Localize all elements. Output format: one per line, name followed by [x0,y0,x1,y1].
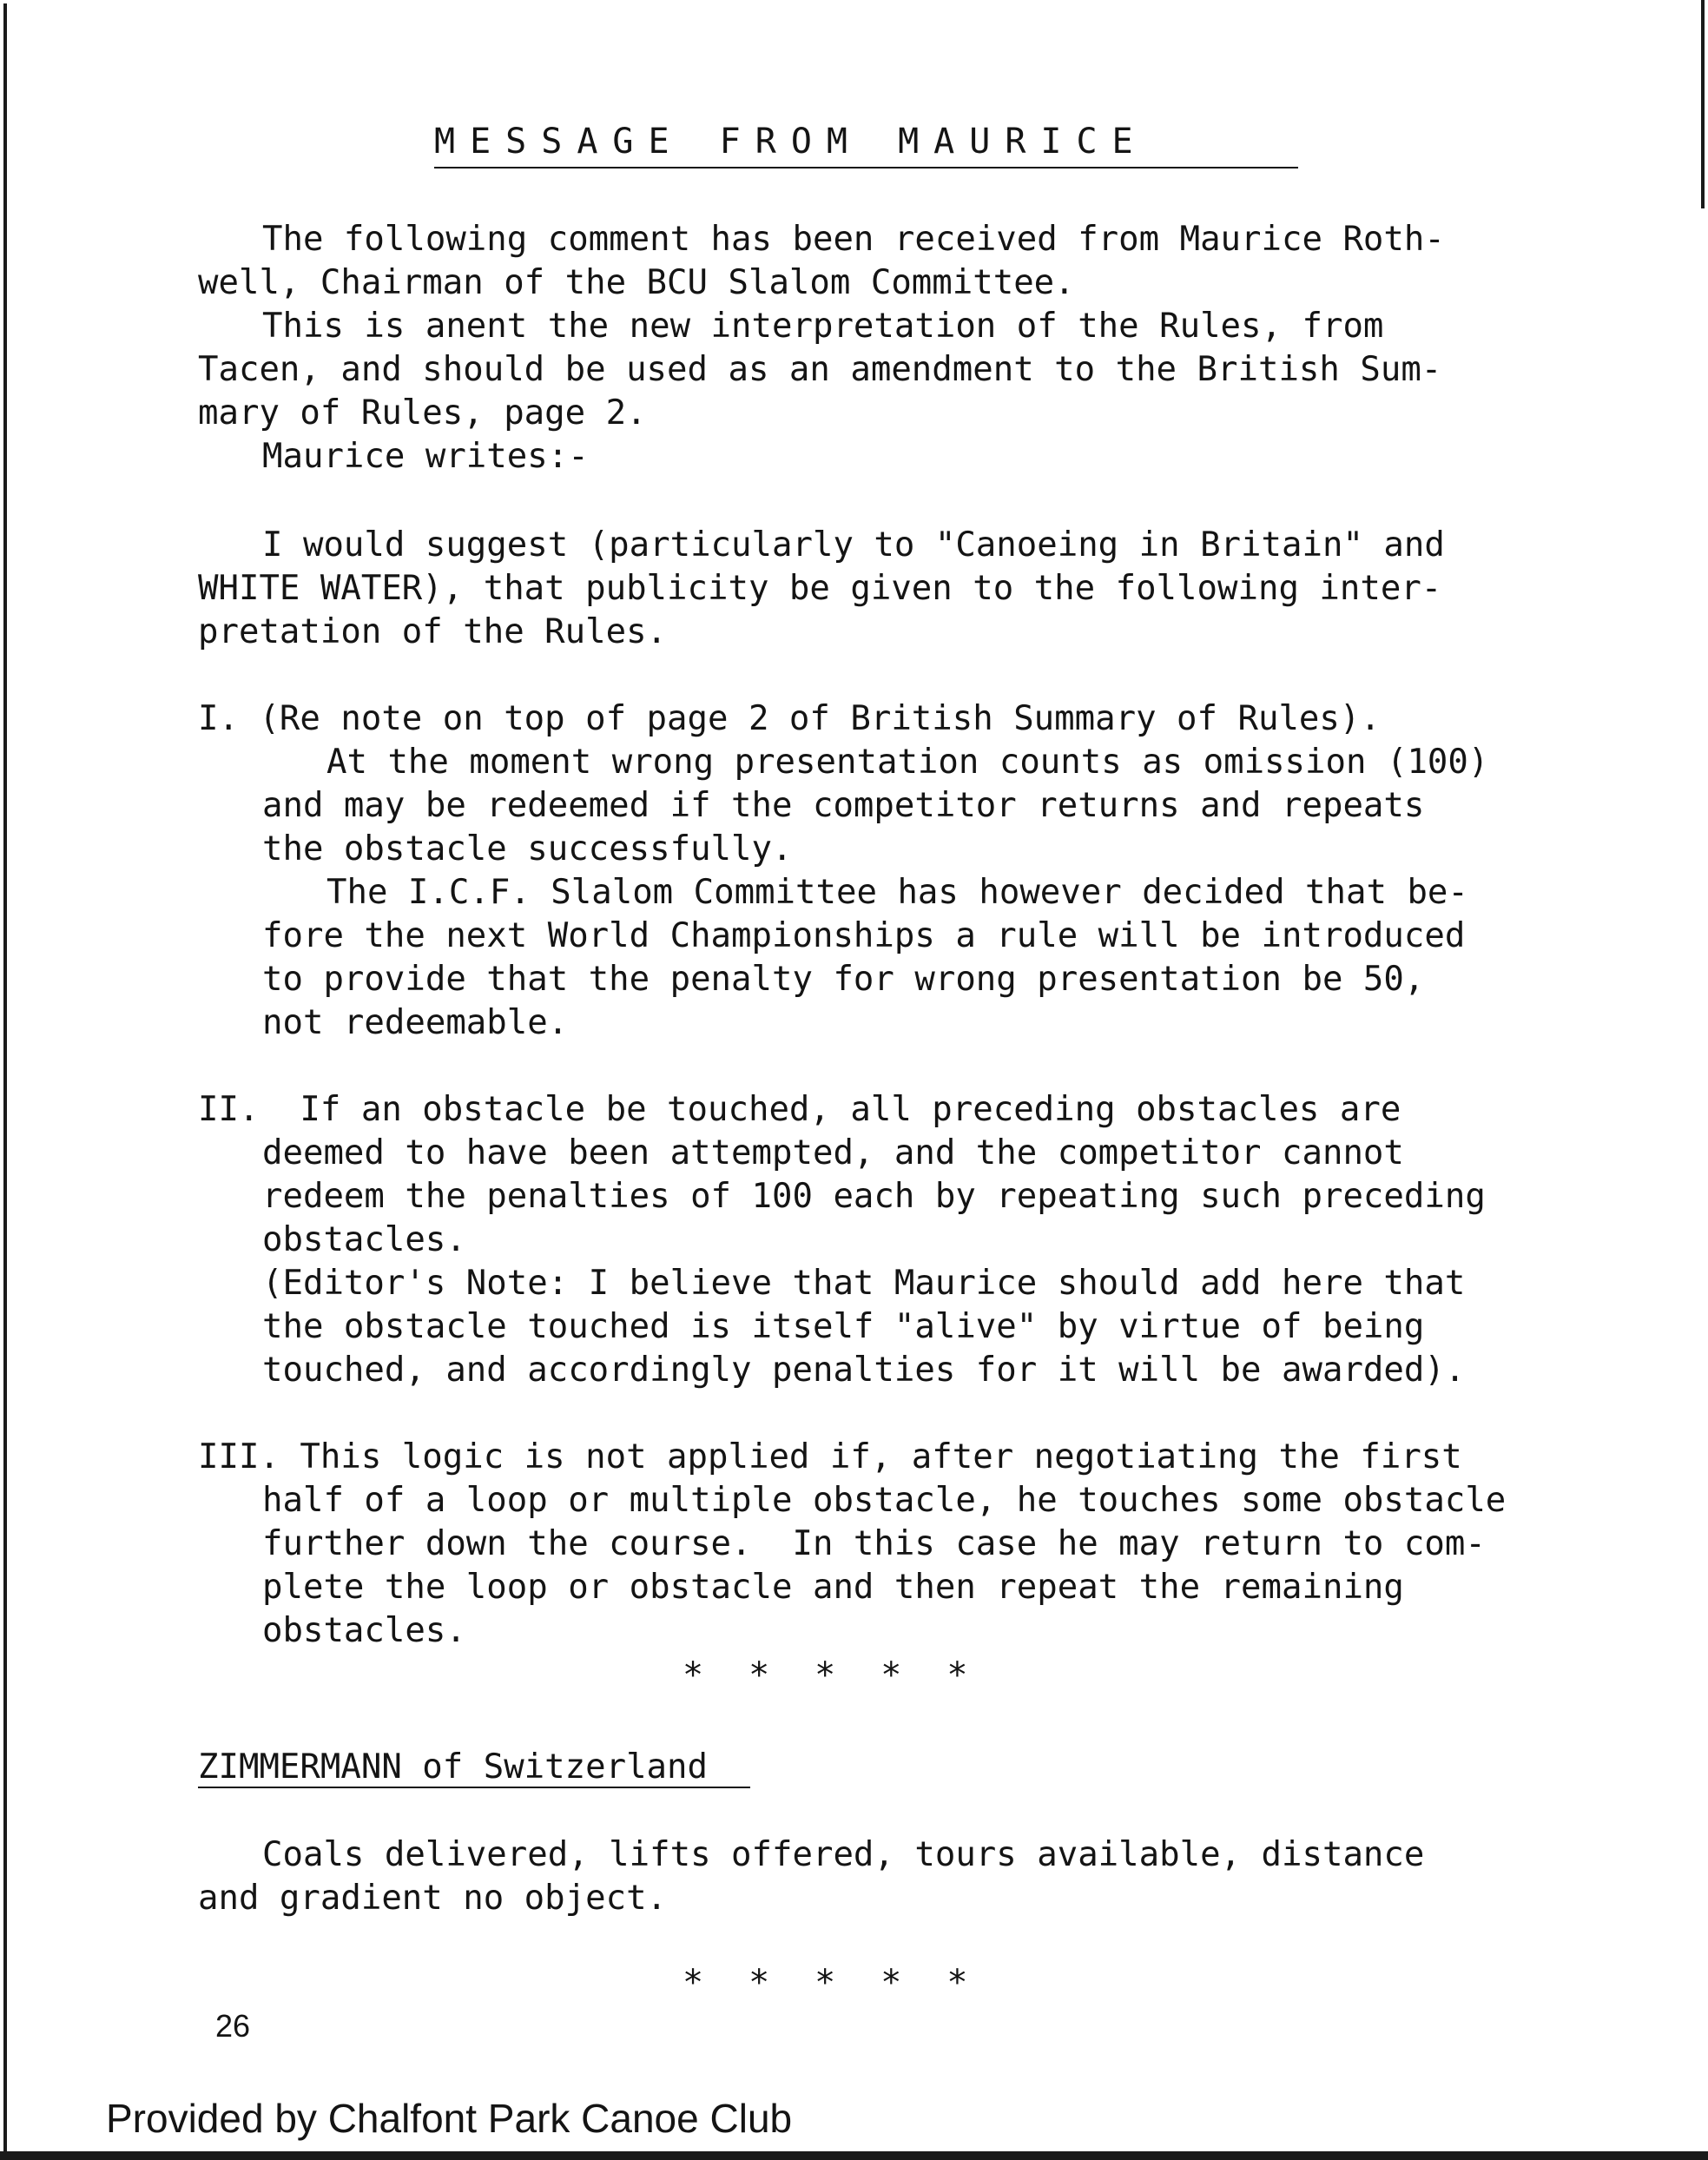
section-1-line: and may be redeemed if the competitor returns and repeats [262,786,1425,825]
section-1-line: the obstacle successfully. [262,829,793,869]
editors-note-line: touched, and accordingly penalties for it will be awarded). [262,1351,1466,1390]
intro-line: The following comment has been received from Maurice Roth- [262,220,1445,259]
section-2-line: deemed to have been attempted, and the competitor cannot [262,1133,1404,1172]
section-2-line: redeem the penalties of 100 each by repeating such preceding [262,1177,1486,1216]
scan-edge-bottom [0,2151,1708,2160]
zimmermann-heading: ZIMMERMANN of Switzerland [198,1747,708,1787]
section-1-line: not redeemable. [262,1003,569,1042]
intro-line: Tacen, and should be used as an amendment to the British Sum- [198,350,1442,389]
zimmermann-text-line: Coals delivered, lifts offered, tours available, distance [262,1835,1425,1874]
page-number: 26 [215,2008,251,2044]
section-3-line: obstacles. [262,1611,466,1650]
editors-note-line: the obstacle touched is itself "alive" by virtue of being [262,1307,1425,1346]
intro-line: mary of Rules, page 2. [198,393,647,433]
section-3-line: further down the course. In this case he may return to com- [262,1524,1486,1563]
section-3-line: III. This logic is not applied if, after negotiating the first [198,1437,1462,1476]
provided-by-footer: Provided by Chalfont Park Canoe Club [106,2096,793,2141]
section-1-line: to provide that the penalty for wrong presentation be 50, [262,960,1425,999]
intro-line: This is anent the new interpretation of the Rules, from [262,307,1384,346]
suggestion-line: I would suggest (particularly to "Canoeing in Britain" and [262,525,1445,565]
section-3-line: half of a loop or multiple obstacle, he touches some obstacle [262,1481,1507,1520]
intro-line: Maurice writes:- [262,437,589,476]
intro-line: well, Chairman of the BCU Slalom Committee. [198,263,1075,302]
scan-edge-left [3,3,7,2157]
section-1-line: I. (Re note on top of page 2 of British Summary of Rules). [198,699,1381,738]
asterisk-separator: ***** [683,1655,1013,1695]
zimmermann-text-line: and gradient no object. [198,1879,668,1918]
section-3-line: plete the loop or obstacle and then repeat the remaining [262,1568,1404,1607]
suggestion-line: pretation of the Rules. [198,612,668,651]
editors-note-line: (Editor's Note: I believe that Maurice should add here that [262,1264,1466,1303]
section-1-line: At the moment wrong presentation counts as omission (100) [326,743,1489,782]
section-2-line: obstacles. [262,1220,466,1259]
section-2-line: II. If an obstacle be touched, all preceding obstacles are [198,1090,1401,1129]
section-1-line: fore the next World Championships a rule will be introduced [262,916,1466,955]
page-title: MESSAGE FROM MAURICE [434,122,1148,162]
scan-edge-right [1701,0,1705,208]
title-underline [434,167,1298,168]
suggestion-line: WHITE WATER), that publicity be given to the following inter- [198,569,1442,608]
asterisk-separator: ***** [683,1963,1013,2003]
zimmermann-underline [198,1787,750,1788]
section-1-line: The I.C.F. Slalom Committee has however decided that be- [326,873,1468,912]
